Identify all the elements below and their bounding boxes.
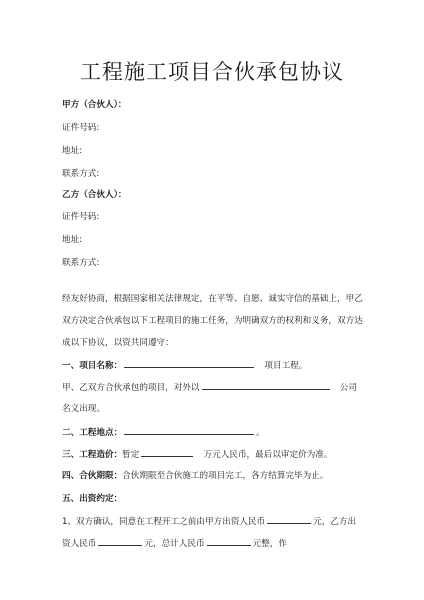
clause-5-line2-b: 元，总计人民币 — [144, 539, 205, 549]
project-cost-blank[interactable] — [141, 448, 193, 457]
total-capital-blank[interactable] — [207, 537, 251, 546]
intro-line-3: 成以下协议，以资共同遵守： — [62, 338, 174, 348]
clause-5-line1-a: 1、双方确认，同意在工程开工之前由甲方出资人民币 — [62, 517, 266, 527]
party-b-capital-blank[interactable] — [98, 537, 142, 546]
party-a-address-label: 地址: — [62, 146, 83, 156]
clause-1-line2-suffix: 公司 — [339, 383, 357, 393]
document-title: 工程施工项目合伙承包协议 — [80, 60, 344, 84]
party-b-id-label: 证件号码: — [62, 212, 100, 222]
clause-1-label: 一、项目名称： — [62, 361, 123, 371]
clause-5-line-1 — [62, 515, 356, 528]
party-a-heading: 甲方（合伙人）： — [62, 100, 127, 110]
clause-1-suffix: 项目工程。 — [264, 361, 308, 371]
clause-3-label: 三、工程造价： — [62, 450, 123, 460]
party-b-heading: 乙方（合伙人）： — [62, 190, 127, 200]
clause-5-line2-c: 元整，作 — [252, 539, 287, 549]
party-a-id-label: 证件号码: — [62, 123, 100, 133]
clause-2 — [62, 426, 265, 439]
party-a-capital-blank[interactable] — [267, 515, 311, 524]
intro-line-2: 双方决定合伙承包以下工程项目的施工任务，为明确双方的权利和义务，双方达 — [62, 316, 363, 326]
project-location-blank[interactable] — [124, 426, 254, 435]
clause-1-line-2 — [62, 381, 357, 394]
clause-5-label: 五、出资约定： — [62, 494, 123, 504]
clause-5-line-2 — [62, 537, 287, 550]
clause-1-line-1 — [62, 359, 307, 372]
clause-3-suffix: 万元人民币，最后以审定价为准。 — [203, 450, 333, 460]
clause-2-label: 二、工程地点： — [62, 428, 123, 438]
clause-1-line-3: 名义出现。 — [62, 404, 105, 414]
party-b-contact-label: 联系方式: — [62, 258, 100, 268]
clause-1-line2-prefix: 甲、乙双方合伙承包的项目，对外以 — [62, 383, 200, 393]
clause-4-text: 合伙期限至合伙施工的项目完工，各方结算完毕为止。 — [122, 471, 329, 481]
clause-3 — [62, 448, 333, 461]
party-a-contact-label: 联系方式: — [62, 169, 100, 179]
clause-5-line1-b: 元，乙方出 — [313, 517, 357, 527]
clause-2-suffix: 。 — [256, 428, 265, 438]
clause-5-line2-a: 资人民币 — [62, 539, 97, 549]
project-name-blank[interactable] — [124, 359, 254, 368]
intro-line-1: 经友好协商，根据国家相关法律规定，在平等、自愿、诚实守信的基础上，甲乙 — [62, 294, 363, 304]
party-b-address-label: 地址: — [62, 235, 83, 245]
company-name-blank[interactable] — [202, 381, 330, 390]
clause-4-label: 四、合伙期限： — [62, 471, 123, 481]
clause-4 — [62, 470, 328, 482]
clause-3-prefix: 暂定 — [122, 450, 140, 460]
